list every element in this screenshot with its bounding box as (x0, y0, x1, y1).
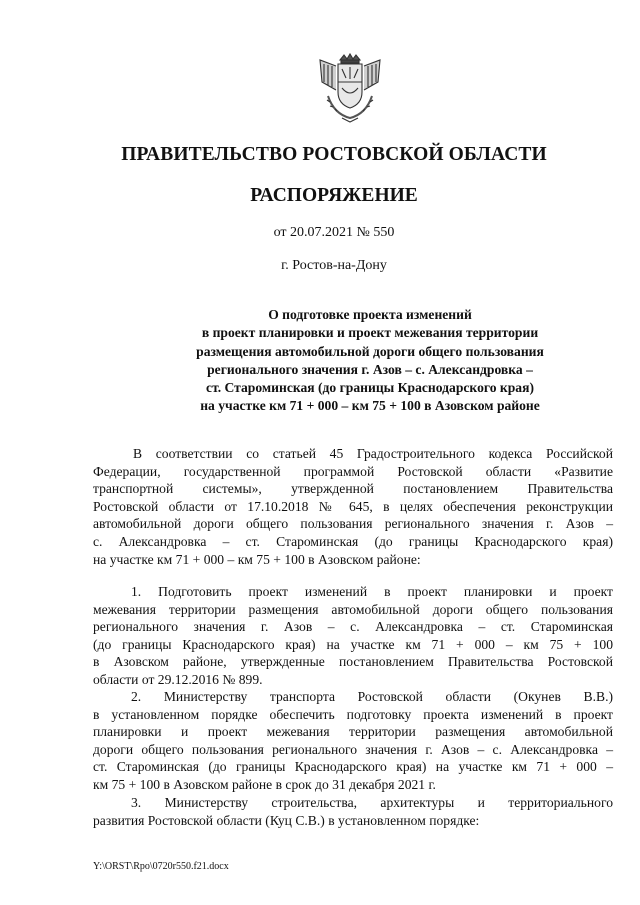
paragraph-line: 2. Министерству транспорта Ростовской области (Окунев В.В.) (131, 689, 613, 704)
paragraph-line: регионального значения г. Азов – с. Александровка – ст. Староминская (93, 619, 613, 635)
file-path-footer: Y:\ORST\Rpo\0720r550.f21.docx (93, 861, 229, 872)
subject-line: регионального значения г. Азов – с. Александровка – (207, 361, 533, 377)
paragraph-line: в Азовском районе, утвержденные постановлением Правительства Ростовской (93, 654, 613, 670)
paragraph-line: планировки и проект межевания территории размещения автомобильной (93, 724, 613, 740)
paragraph-line: в установленном порядке обеспечить подготовку проекта изменений в проект (93, 706, 613, 722)
paragraph-line: развития Ростовской области (Куц С.В.) в установленном порядке: (93, 812, 480, 828)
paragraph-line: автомобильной дороги общего пользования регионального значения г. Азов – (93, 516, 613, 532)
paragraph-line: (до границы Краснодарского края) на участке км 71 + 000 – км 75 + 100 (93, 636, 613, 652)
paragraph-line: 1. Подготовить проект изменений в проект планировки и проект (131, 584, 613, 599)
subject-line: размещения автомобильной дороги общего пользования (196, 343, 544, 359)
paragraph-line: Федерации, государственной программой Ростовской области «Развитие (93, 463, 613, 479)
paragraph-line: В соответствии со статьей 45 Градостроительного кодекса Российской (133, 446, 613, 461)
paragraph-line: с. Александровка – ст. Староминская (до границы Краснодарского края) (93, 533, 613, 549)
paragraph-line: км 75 + 100 в Азовском районе в срок до 31 декабря 2021 г. (93, 776, 436, 792)
document-subject (100, 306, 640, 416)
item-1-paragraph (93, 583, 613, 689)
document-place: г. Ростов-на-Дону (281, 258, 387, 273)
paragraph-line: Ростовской области от 17.10.2018 № 645, в целях обеспечения реконструкции (93, 498, 613, 514)
paragraph-line: области от 29.12.2016 № 899. (93, 671, 263, 687)
subject-line: в проект планировки и проект межевания территории (201, 325, 539, 341)
preamble-paragraph (93, 445, 613, 568)
item-3-paragraph (93, 794, 613, 829)
item-2-paragraph (93, 688, 613, 794)
subject-line: на участке км 71 + 000 – км 75 + 100 в Азовском районе (200, 398, 540, 414)
government-title: ПРАВИТЕЛЬСТВО РОСТОВСКОЙ ОБЛАСТИ (121, 144, 547, 165)
paragraph-line: на участке км 71 + 000 – км 75 + 100 в Азовском районе: (93, 551, 421, 567)
paragraph-line: ст. Староминская (до границы Краснодарского края) на участке км 71 + 000 – (93, 759, 613, 775)
paragraph-line: дороги общего пользования регионального значения г. Азов – с. Александровка – (93, 741, 613, 757)
document-date-number: от 20.07.2021 № 550 (273, 225, 395, 240)
document-type: РАСПОРЯЖЕНИЕ (250, 185, 418, 206)
paragraph-line: межевания территории размещения автомобильной дороги общего пользования (93, 601, 613, 617)
paragraph-line: транспортной системы», утвержденной постановлением Правительства (93, 481, 613, 497)
subject-line: ст. Староминская (до границы Краснодарского края) (206, 380, 534, 396)
subject-line: О подготовке проекта изменений (268, 307, 472, 322)
coat-of-arms-icon (314, 52, 386, 124)
paragraph-line: 3. Министерству строительства, архитектуры и территориального (131, 795, 613, 810)
